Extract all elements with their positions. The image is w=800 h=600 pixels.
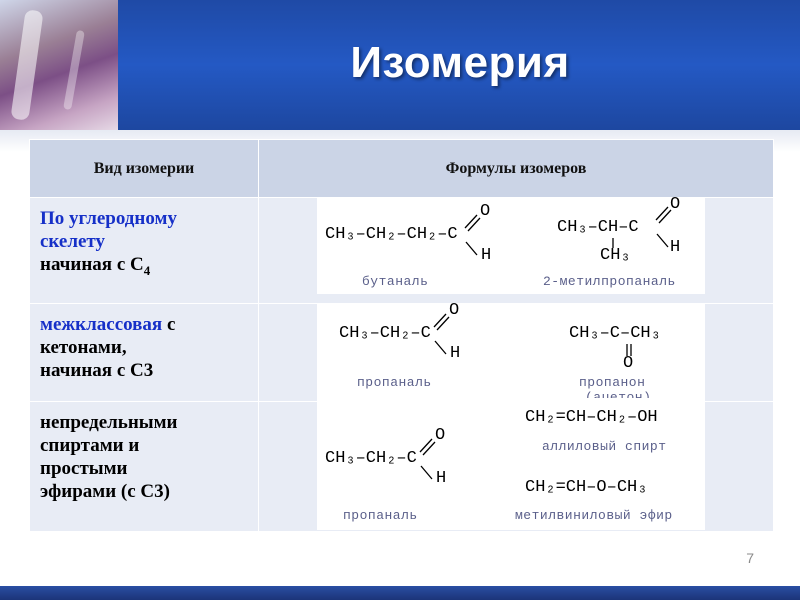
title-banner (0, 0, 800, 130)
formulas-cell (259, 402, 774, 532)
table-header-row (30, 140, 774, 198)
header-isomerism-type: Вид изомерии (30, 140, 259, 198)
formulas-cell (259, 195, 774, 304)
table-row (30, 304, 774, 402)
isomerism-type-cell (30, 402, 259, 532)
isomer-name: 2-метилпропаналь (543, 274, 676, 289)
isomerism-table (29, 139, 774, 532)
type-line: непредельными (40, 412, 178, 433)
footer-bar (0, 586, 800, 600)
table-row (30, 402, 774, 532)
type-line: начиная с $С_4$ (40, 254, 151, 278)
type-line: простыми (40, 458, 128, 479)
flask-image (0, 0, 118, 132)
type-line: межклассовая с (40, 314, 176, 335)
formula-panel: CH₃–CH₂–C O H пропаналь CH₂=CH–CH₂–OH аллиловый спирт CH₂=CH–O–CH₃ метилвиниловый эфир (317, 398, 705, 530)
isomer-name: пропаналь (343, 508, 418, 523)
type-line: эфирами (с С3) (40, 481, 170, 502)
table-row (30, 198, 774, 304)
formula-panel: CH₃–CH₂–C O H пропаналь CH₃–C–CH₃ O пропанон (317, 304, 705, 402)
isomerism-type-cell (30, 304, 259, 402)
isomer-name: аллиловый спирт (542, 439, 667, 454)
slide-title: Изомерия (350, 38, 570, 87)
formulas-cell (259, 301, 774, 402)
isomer-name: пропаналь (357, 375, 432, 390)
header-isomer-formulas: Формулы изомеров (259, 140, 774, 198)
type-line: кетонами, (40, 337, 127, 358)
page-number: 7 (746, 550, 754, 566)
isomerism-type-cell (30, 198, 259, 304)
type-line: По углеродному (40, 208, 177, 229)
type-line: скелету (40, 231, 106, 252)
formula-panel: CH₃–CH₂–CH₂–C O H бутаналь CH₃–CH–C CH₃ O H 2-метилпропаналь (317, 198, 705, 294)
type-line: начиная с С3 (40, 360, 154, 381)
type-line: спиртами и (40, 435, 140, 456)
isomer-name: бутаналь (362, 274, 429, 289)
isomer-name: пропанон (579, 375, 646, 390)
isomer-name: метилвиниловый эфир (515, 508, 673, 523)
